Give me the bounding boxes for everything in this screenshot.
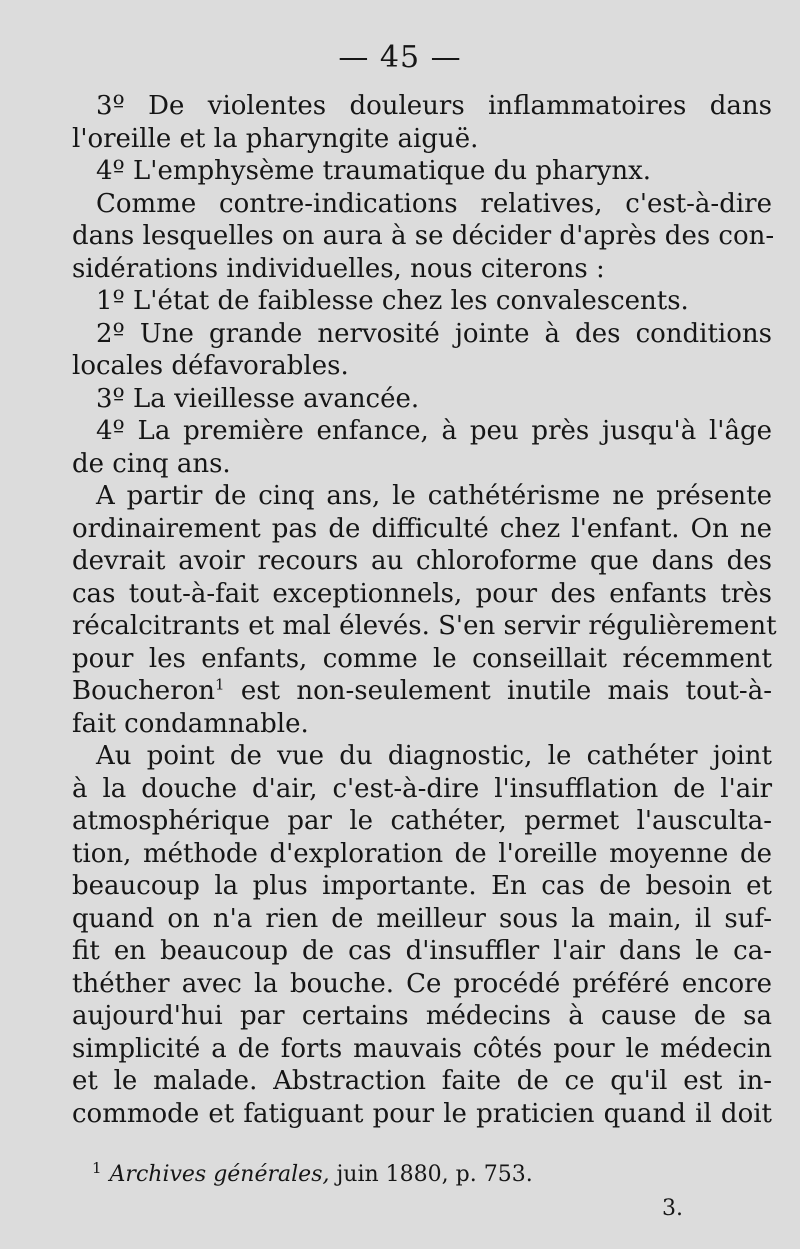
text-line: l'oreille et la pharyngite aiguë. [72,123,479,154]
text-line: récalcitrants et mal élevés. S'en servir régulièrement [72,611,777,641]
text-line: Boucheron$^1$ est non-seulement inutile mais tout-à- [72,675,772,706]
text-line: cas tout-à-fait exceptionnels, pour des enfants très [72,578,772,609]
text-line: sidérations individuelles, nous citerons : [72,253,605,284]
footnote-citation: juin 1880, p. 753. [329,1162,533,1187]
body-text [72,90,777,1130]
text-line: 2º Une grande nervosité jointe à des conditions [96,318,772,349]
footnote-mark: 1 [92,1158,102,1177]
text-line: fait condamnable. [72,708,309,739]
text-line: simplicité a de forts mauvais côtés pour le médecin [72,1033,772,1064]
text-line: aujourd'hui par certains médecins à cause de sa [72,1001,772,1031]
text-line: beaucoup la plus importante. En cas de besoin et [72,871,772,901]
footnote [92,1158,692,1187]
text-line: 3º La vieillesse avancée. [96,383,420,414]
signature-mark: 3. [662,1196,683,1221]
text-line: théther avec la bouche. Ce procédé préféré encore [72,968,772,999]
text-line: locales défavorables. [72,351,349,381]
text-line: quand on n'a rien de meilleur sous la main, il suf- [72,903,772,934]
text-line: de cinq ans. [72,448,231,479]
text-line: devrait avoir recours au chloroforme que dans des [72,546,772,576]
text-line: 4º L'emphysème traumatique du pharynx. [96,156,652,186]
text-line: ordinairement pas de difficulté chez l'enfant. On ne [72,513,772,544]
text-line: dans lesquelles on aura à se décider d'après des con- [72,221,775,251]
text-line: à la douche d'air, c'est-à-dire l'insufflation de l'air [72,773,772,804]
text-line: tion, méthode d'exploration de l'oreille moyenne de [72,838,772,869]
text-line: Comme contre-indications relatives, c'est-à-dire [96,188,772,219]
text-line: fit en beaucoup de cas d'insuffler l'air dans le ca- [72,936,772,966]
text-line: et le malade. Abstraction faite de ce qu'il est in- [72,1066,772,1096]
text-line: 4º La première enfance, à peu près jusqu'à l'âge [96,416,772,446]
footnote-title: Archives générales, [109,1162,330,1187]
text-line: atmosphérique par le cathéter, permet l'ausculta- [72,806,772,836]
text-line: commode et fatiguant pour le praticien quand il doit [72,1098,772,1129]
text-line: Au point de vue du diagnostic, le cathéter joint [96,741,772,771]
text-line: pour les enfants, comme le conseillait récemment [72,643,772,674]
text-line: 3º De violentes douleurs inflammatoires dans [96,91,772,121]
footnote-reference: 1 [215,675,225,694]
text-line: 1º L'état de faiblesse chez les convalescents. [96,286,689,316]
page-number: — 45 — [338,40,462,75]
text-line: A partir de cinq ans, le cathétérisme ne présente [96,481,772,511]
